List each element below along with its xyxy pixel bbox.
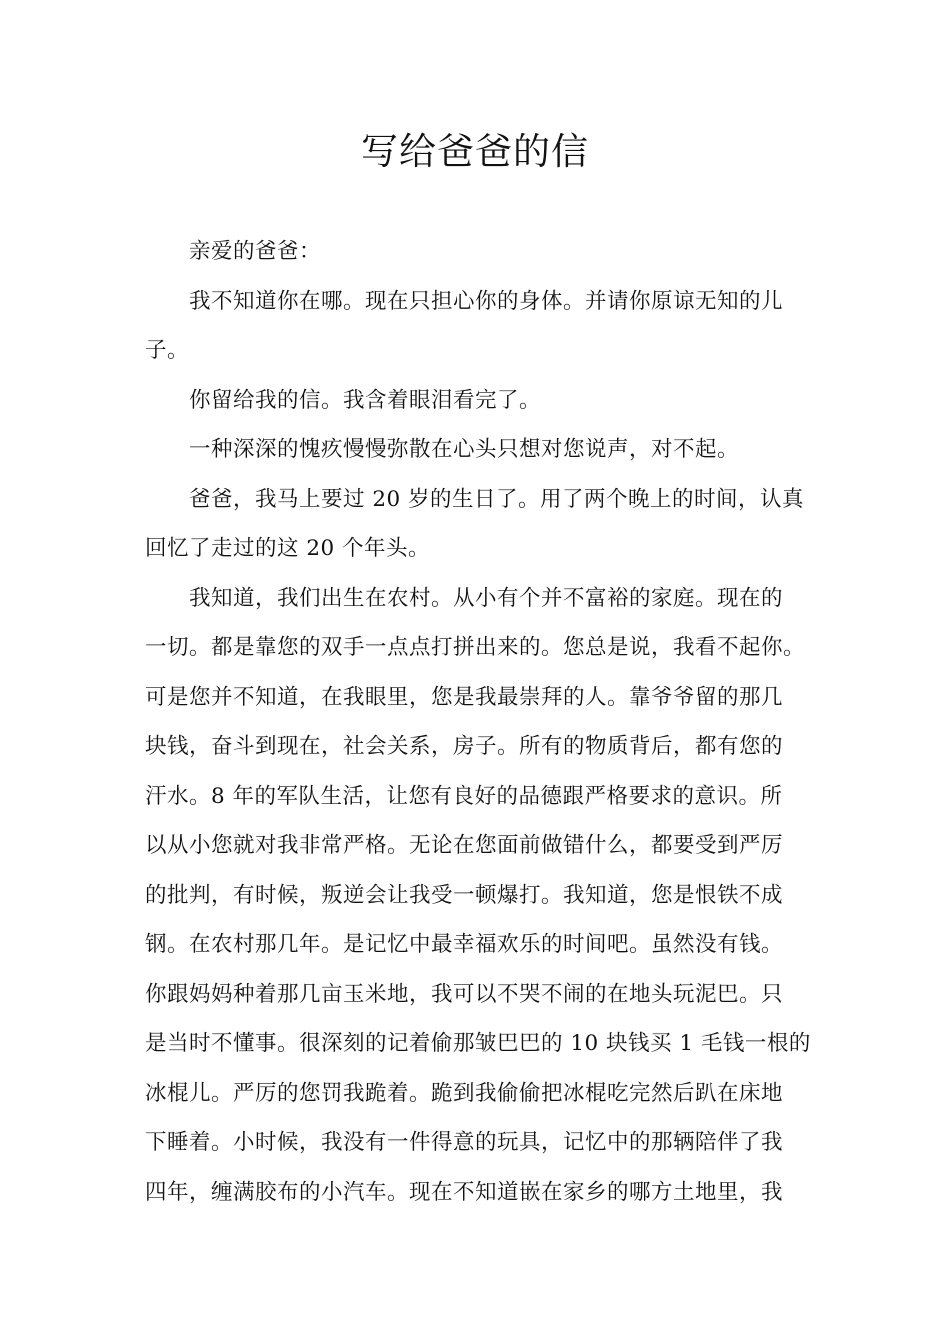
body-line: 汗水。8 年的军队生活，让您有良好的品德跟严格要求的意识。所 <box>145 783 783 809</box>
body-line: 一切。都是靠您的双手一点点打拼出来的。您总是说，我看不起你。 <box>145 635 806 660</box>
body-line: 四年，缠满胶布的小汽车。现在不知道嵌在家乡的哪方土地里，我 <box>145 1179 784 1205</box>
body-line: 是当时不懂事。很深刻的记着偷那皱巴巴的 10 块钱买 1 毛钱一根的 <box>145 1031 811 1056</box>
body-line: 可是您并不知道，在我眼里，您是我最崇拜的人。靠爷爷留的那几 <box>145 684 784 710</box>
body-line: 爸爸，我马上要过 20 岁的生日了。用了两个晚上的时间，认真 <box>189 486 805 512</box>
body-line: 子。 <box>145 338 190 363</box>
body-line: 回忆了走过的这 20 个年头。 <box>145 536 431 561</box>
body-line: 你留给我的信。我含着眼泪看完了。 <box>189 387 542 413</box>
body-line: 下睡着。小时候，我没有一件得意的玩具，记忆中的那辆陪伴了我 <box>145 1130 784 1155</box>
body-line: 块钱，奋斗到现在，社会关系，房子。所有的物质背后，都有您的 <box>145 734 784 759</box>
body-line: 你跟妈妈种着那几亩玉米地，我可以不哭不闹的在地头玩泥巴。只 <box>145 981 784 1007</box>
body-line: 我知道，我们出生在农村。从小有个并不富裕的家庭。现在的 <box>189 585 784 611</box>
letter-body <box>145 227 810 1217</box>
body-line: 亲爱的爸爸： <box>189 239 322 264</box>
body-line: 一种深深的愧疚慢慢弥散在心头只想对您说声，对不起。 <box>189 437 740 462</box>
letter-title: 写给爸爸的信 <box>361 130 589 173</box>
body-line: 的批判，有时候，叛逆会让我受一顿爆打。我知道，您是恨铁不成 <box>145 882 784 908</box>
body-line: 以从小您就对我非常严格。无论在您面前做错什么，都要受到严厉 <box>145 833 784 858</box>
body-line: 我不知道你在哪。现在只担心你的身体。并请你原谅无知的儿 <box>189 288 784 314</box>
body-line: 钢。在农村那几年。是记忆中最幸福欢乐的时间吧。虽然没有钱。 <box>145 932 784 957</box>
body-line: 冰棍儿。严厉的您罚我跪着。跪到我偷偷把冰棍吃完然后趴在床地 <box>145 1080 784 1106</box>
